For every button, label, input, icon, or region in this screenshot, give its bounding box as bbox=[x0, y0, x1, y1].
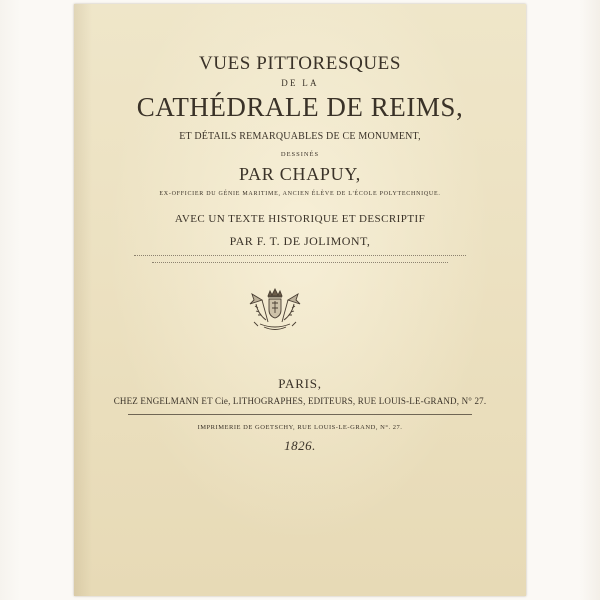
title-line-1: VUES PITTORESQUES bbox=[199, 53, 401, 74]
drawn-by-label: DESSINÉS bbox=[280, 151, 320, 158]
printer-line: IMPRIMERIE DE GOETSCHY, RUE LOUIS-LE-GRAND, N°. 27. bbox=[197, 424, 403, 431]
imprint-rule bbox=[128, 414, 472, 415]
title-line-2: DE LA bbox=[281, 78, 319, 88]
author-credentials-line-1 bbox=[134, 255, 466, 259]
author-credentials-line-2 bbox=[152, 262, 448, 266]
publisher-line: CHEZ ENGELMANN ET Cie, LITHOGRAPHES, EDITEURS, RUE LOUIS-LE-GRAND, N° 27. bbox=[113, 396, 487, 406]
emblem-vignette-icon bbox=[244, 286, 306, 336]
artist-credentials: EX-OFFICIER DU GÉNIE MARITIME, ANCIEN ÉLÈVE DE L'ÉCOLE POLYTECHNIQUE. bbox=[159, 191, 441, 197]
publication-year: 1826. bbox=[284, 438, 316, 453]
main-title: CATHÉDRALE DE REIMS, bbox=[136, 92, 464, 122]
text-by-label: AVEC UN TEXTE HISTORIQUE ET DESCRIPTIF bbox=[174, 213, 426, 225]
artist-name: PAR CHAPUY, bbox=[239, 164, 361, 184]
imprint-city: PARIS, bbox=[278, 376, 322, 391]
subtitle: ET DÉTAILS REMARQUABLES DE CE MONUMENT, bbox=[179, 131, 421, 142]
author-name: PAR F. T. DE JOLIMONT, bbox=[229, 234, 371, 248]
title-page bbox=[74, 4, 526, 596]
